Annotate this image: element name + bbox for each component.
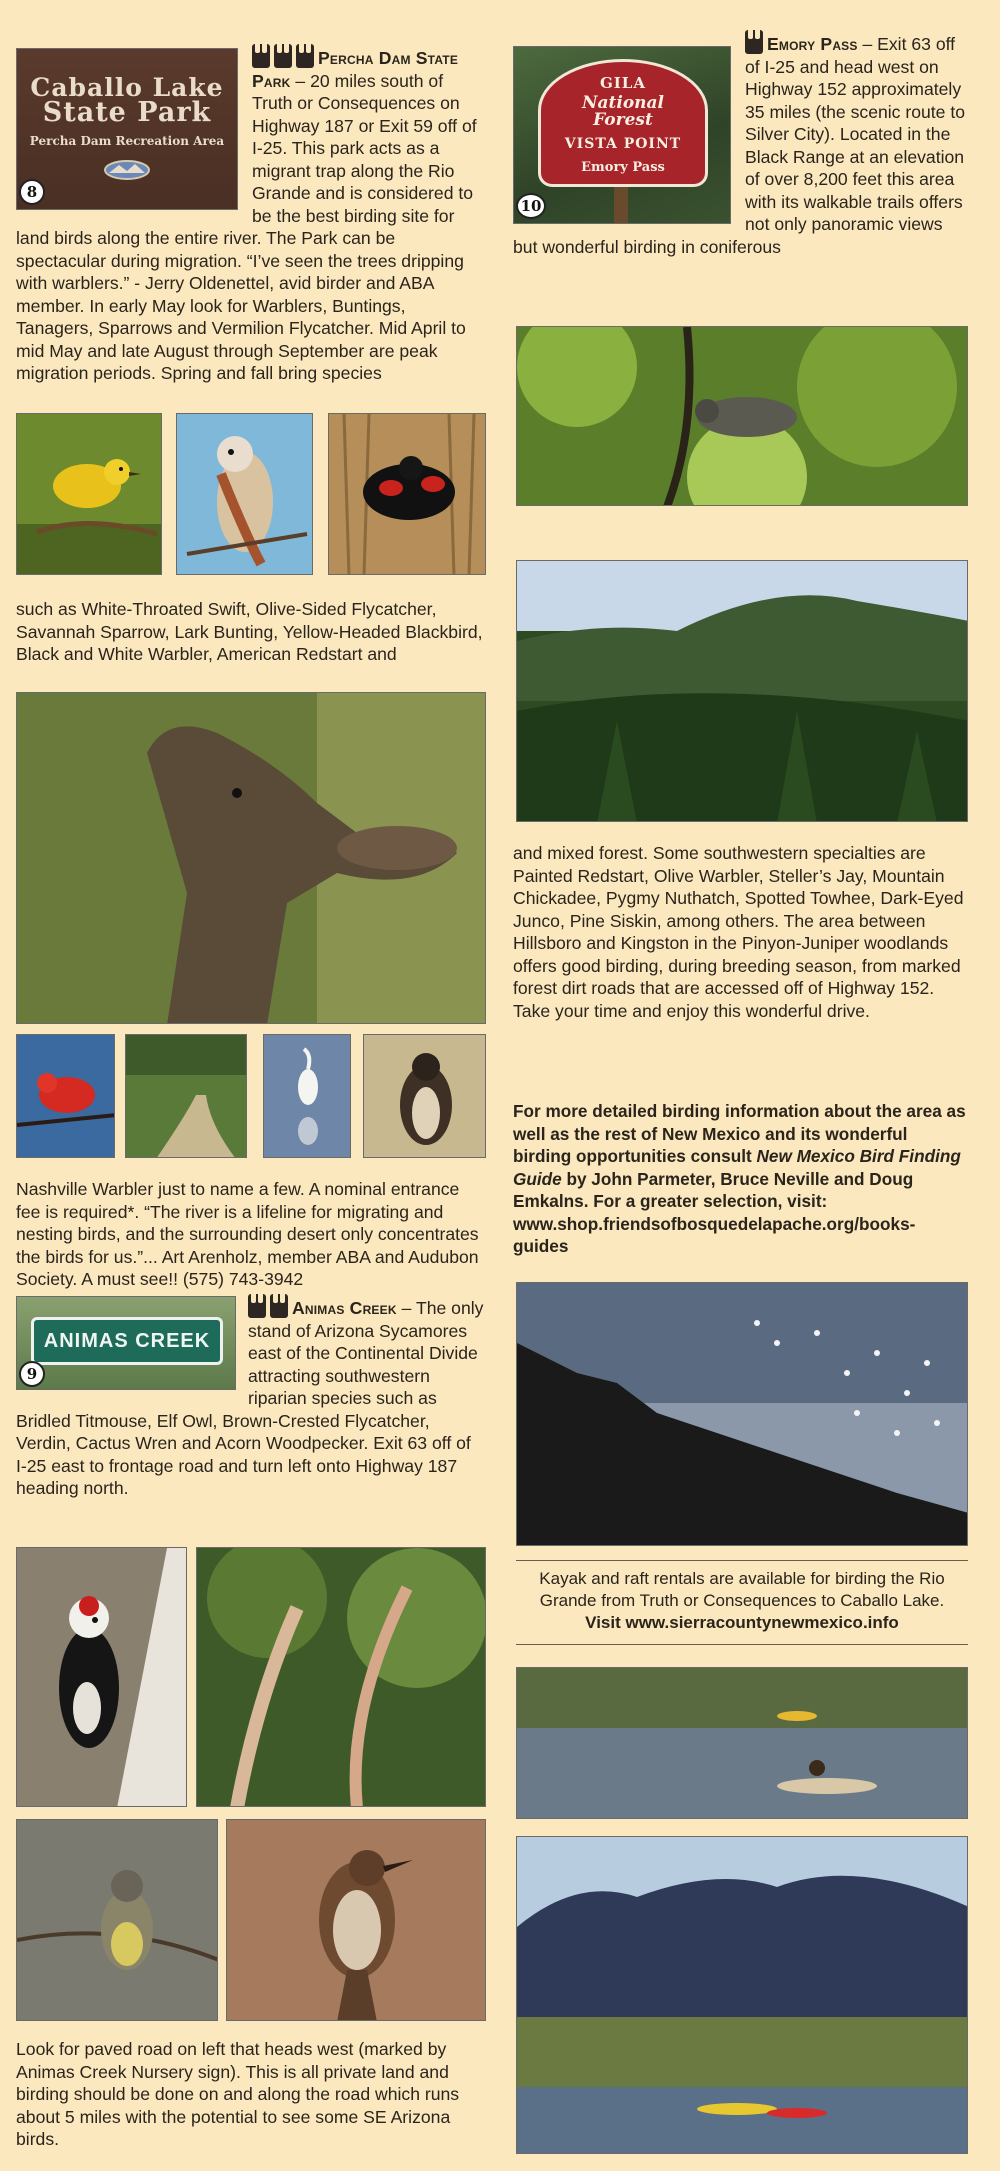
site10-continued: and mixed forest. Some southwestern specialties are Painted Redstart, Olive Warbler, Steller’s Jay, Mountain Chickadee, Pygmy Nuthatch, Spotted Towhee, Dark-Eyed Junco, Pine Siskin, among others. The area between Hillsboro and Kingston in the Pinyon-Juniper woodlands offers good birding, during breeding season, from marked forest dirt roads that are accessed off of Highway 152. Take your time and enjoy this wonderful drive. [513,843,964,1021]
summer-tanager-photo [16,1034,115,1158]
site10-intro: – Exit 63 off of I-25 and head west on Highway 152 approximately 35 miles (the scenic route to Silver City). Located in the Black Range at an elevation of over 8,200 feet this area with its walkable trails offers not only panoramic views but wonderful birding in coniferous [513,34,966,257]
animas-creek-sign-photo [16,1296,236,1390]
rio-grande-valley-photo [516,1836,968,2154]
binoculars-icon [248,1294,266,1318]
river-trail-photo [125,1034,247,1158]
book-title: New Mexico Bird Finding Guide [513,1146,961,1189]
deer-photo [16,692,486,1024]
site9-intro: – The only stand of Arizona Sycamores east of the Continental Divide attracting southwestern riparian species such as Bridled Titmouse, Elf Owl, Brown-Crested Flycatcher, Verdin, Cactus Wren and Acorn Woodpecker. Exit 63 off of I-25 east to frontage road and turn left onto Highway 187 heading north. [16,1298,484,1498]
gila-sign-line3: VISTA POINT [564,135,682,152]
site8-intro-text [16,44,486,385]
american-kestrel-photo [176,413,313,575]
site10-title: Emory Pass [767,34,858,54]
egret-photo [263,1034,351,1158]
site10-intro-text [513,30,968,258]
black-range-forest-photo [516,560,968,822]
cactus-wren-photo [226,1819,486,2021]
caption-divider-top [516,1560,968,1561]
binoculars-icon [745,30,763,54]
olive-warbler-photo [516,326,968,506]
site8-intro: – 20 miles south of Truth or Consequences on Highway 187 or Exit 59 off of I-25. This park acts as a migrant trap along the Rio Grande and is considered to be the best birding site for land birds along the entire river. The Park can be spectacular during migration. “I’ve seen the trees dripping with warblers.” - Jerry Oldenettel, avid birder and ABA member. In early May look for Warblers, Buntings, Tanagers, Sparrows and Vermilion Flycatcher. Mid April to mid May and late August through September are peak migration periods. Spring and fall bring species [16,70,477,383]
birders-snow-geese-photo [516,1282,968,1546]
site9-continued: Look for paved road on left that heads west (marked by Animas Creek Nursery sign). This is all private land and birding should be done on and along the road which runs about 5 miles with the potential to see some SE Arizona birds. [16,2039,460,2149]
peregrine-falcon-photo [363,1034,486,1158]
site8-continued-2: Nashville Warbler just to name a few. A nominal entrance fee is required*. “The river is a lifeline for migrating and nesting birds, and the surrounding desert only concentrates the birds for us.”... Art Arenholz, member ABA and Audubon Society. A must see!! (575) 743-3942 [16,1179,479,1289]
binoculars-icon [274,44,292,68]
caballo-sign-line2: State Park [42,96,212,128]
kayakers-photo [516,1667,968,1819]
site8-title: Percha Dam State Park [252,48,459,91]
kayak-caption-line: Kayak and raft rentals are available for birding the Rio Grande from Truth or Consequences to Caballo Lake. [539,1569,945,1610]
binoculars-icon [296,44,314,68]
more-info-text2: by John Parmeter, Bruce Neville and Doug Emkalns. For a greater selection, visit: www.shop.friendsofbosquedelapache.org/books-guides [513,1168,916,1256]
gila-sign-line2a: National [581,92,665,113]
kayak-caption-visit: Visit www.sierracountynewmexico.info [585,1613,899,1632]
park-emblem-icon [103,159,151,181]
caballo-sign-line3: Percha Dam Recreation Area [29,134,225,148]
gila-sign-line1: GILA [599,74,646,92]
more-info-text1: For more detailed birding information about the area as well as the rest of New Mexico and its wonderful birding opportunities consult [513,1101,966,1166]
binoculars-icon [252,44,270,68]
caballo-lake-sign-photo [16,48,238,210]
site-number-badge: 10 [516,193,546,219]
gila-national-forest-sign-photo [513,46,731,224]
site9-intro-text [16,1294,486,1500]
site-number-badge: 9 [19,1361,45,1387]
site8-continued-1: such as White-Throated Swift, Olive-Sided Flycatcher, Savannah Sparrow, Lark Bunting, Yellow-Headed Blackbird, Black and White Warbler, American Redstart and [16,599,483,664]
gila-sign-line2b: Forest [593,109,653,130]
caballo-sign-line1: Caballo Lake [30,73,224,102]
site9-title: Animas Creek [292,1298,397,1318]
caption-divider-bottom [516,1644,968,1645]
arizona-sycamore-photo [196,1547,486,1807]
kayak-caption [516,1568,968,1634]
flycatcher-photo [16,1819,218,2021]
acorn-woodpecker-photo [16,1547,187,1807]
more-info-text [513,1100,968,1258]
gila-sign-line4: Emory Pass [581,160,665,175]
binoculars-icon [270,1294,288,1318]
red-winged-blackbird-photo [328,413,486,575]
yellow-warbler-photo [16,413,162,575]
site-number-badge: 8 [19,179,45,205]
animas-sign-text: ANIMAS CREEK [31,1317,223,1365]
